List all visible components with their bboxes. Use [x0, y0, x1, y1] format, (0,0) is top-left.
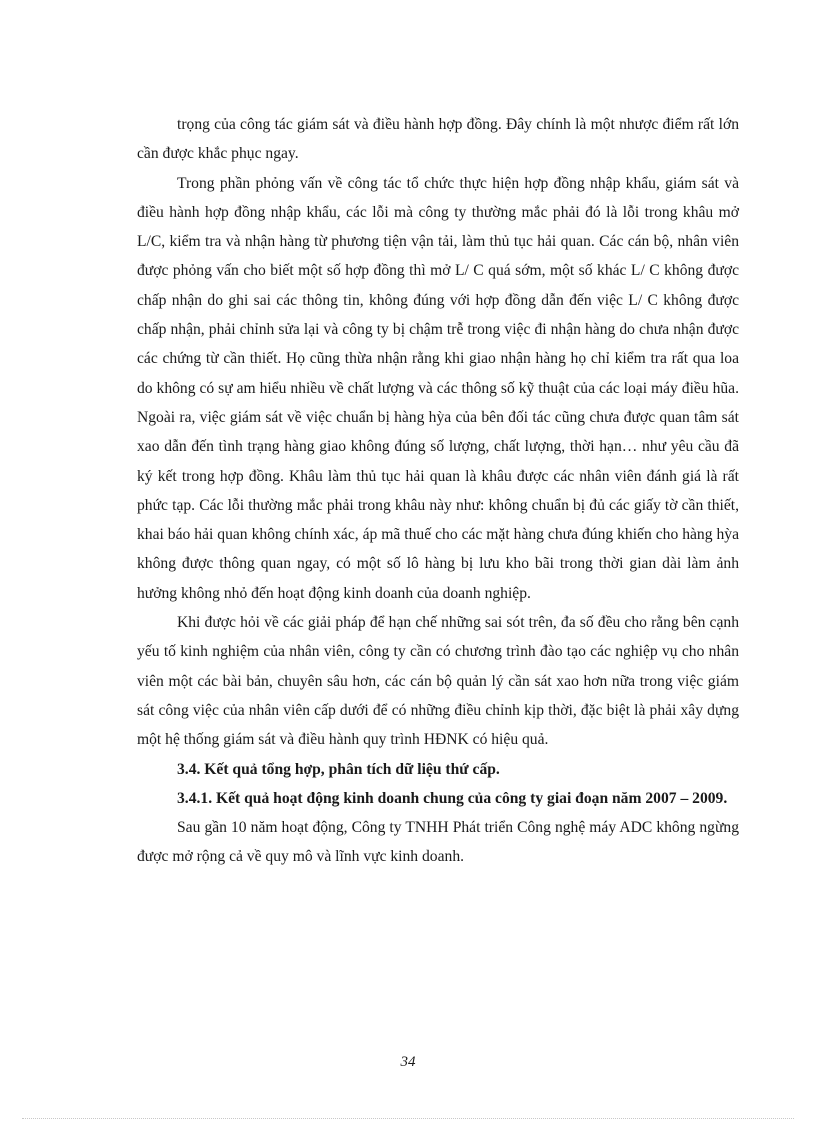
page-bottom-divider [22, 1118, 794, 1119]
page-body [137, 110, 739, 872]
subsection-heading: 3.4.1. Kết quả hoạt động kinh doanh chung của công ty giai đoạn năm 2007 – 2009. [177, 789, 728, 807]
paragraph-continuation: trọng của công tác giám sát và điều hành hợp đồng. Đây chính là một nhược điểm rất lớn cần được khắc phục ngay. [137, 116, 739, 163]
paragraph-company-overview: Sau gần 10 năm hoạt động, Công ty TNHH Phát triển Công nghệ máy ADC không ngừng được mở rộng cả về quy mô và lĩnh vực kinh doanh. [137, 819, 739, 866]
page-number: 34 [400, 1054, 416, 1070]
paragraph-interview-findings: Trong phần phỏng vấn về công tác tổ chức thực hiện hợp đồng nhập khẩu, giám sát và điều hành hợp đồng nhập khẩu, các lỗi mà công ty thường mắc phải đó là lỗi trong khâu mở L/C, kiểm tra và nhận hàng từ phương tiện vận tải, làm thủ tục hải quan. Các cán bộ, nhân viên được phỏng vấn cho biết một số hợp đồng thì mở L/ C quá sớm, một số khác L/ C không được chấp nhận do ghi sai các thông tin, không đúng với hợp đồng dẫn đến việc L/ C không được chấp nhận, phải chỉnh sửa lại và công ty bị chậm trễ trong việc đi nhận hàng do chưa nhận được các chứng từ cần thiết. Họ cũng thừa nhận rằng khi giao nhận hàng họ chỉ kiểm tra rất qua loa do không có sự am hiểu nhiều về chất lượng và các thông số kỹ thuật của các loại máy điều hũa. Ngoài ra, việc giám sát về việc chuẩn bị hàng hỳa của bên đối tác cũng chưa được quan tâm sát xao dẫn đến tình trạng hàng giao không đúng số lượng, chất lượng, thời hạn… như yêu cầu đã ký kết trong hợp đồng. Khâu làm thủ tục hải quan là khâu được các nhân viên đánh giá là rất phức tạp. Các lỗi thường mắc phải trong khâu này như: không chuẩn bị đủ các giấy tờ cần thiết, khai báo hải quan không chính xác, áp mã thuế cho các mặt hàng chưa đúng khiến cho hàng hỳa không được thông quan ngay, có một số lô hàng bị lưu kho bãi trong thời gian dài làm ảnh hưởng không nhỏ đến hoạt động kinh doanh của doanh nghiệp. [137, 174, 739, 602]
paragraph-solutions: Khi được hỏi về các giải pháp để hạn chế những sai sót trên, đa số đều cho rằng bên cạnh yếu tố kinh nghiệm của nhân viên, công ty cần có chương trình đào tạo các nghiệp vụ cho nhân viên một các bài bản, chuyên sâu hơn, các cán bộ quản lý cần sát xao hơn nữa trong việc giám sát công việc của nhân viên cấp dưới để có những điều chỉnh kịp thời, đặc biệt là phải xây dựng một hệ thống giám sát và điều hành quy trình HĐNK có hiệu quả. [137, 614, 739, 749]
section-heading: 3.4. Kết quả tổng hợp, phân tích dữ liệu thứ cấp. [177, 760, 500, 778]
